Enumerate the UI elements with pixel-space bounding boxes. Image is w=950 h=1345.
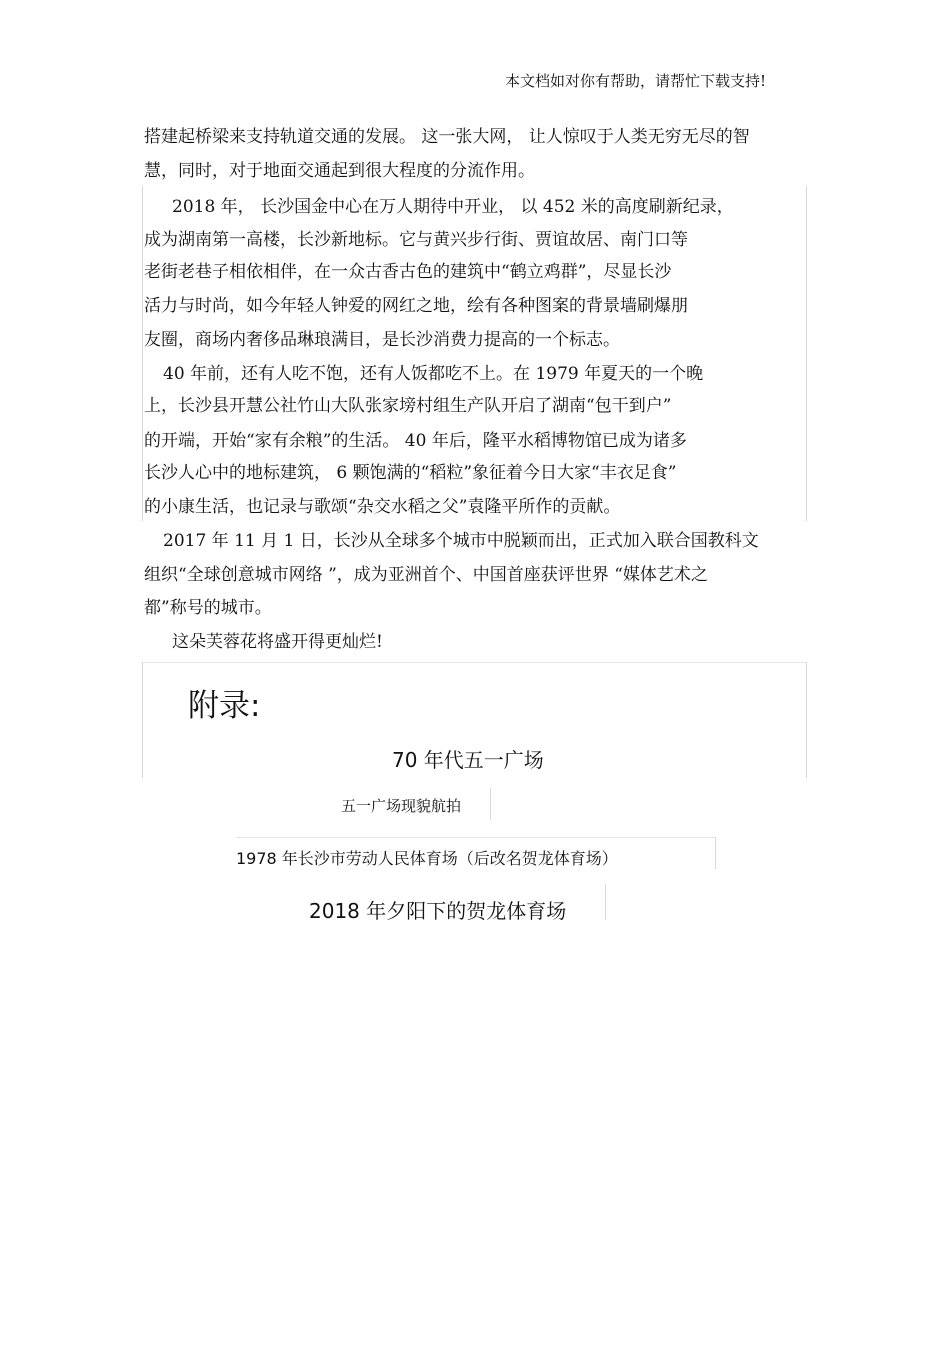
- body-line-14: 组织“全球创意城市网络 ”，成为亚洲首个、中国首座获评世界 “媒体艺术之: [144, 565, 708, 585]
- body-line-8: 40 年前，还有人吃不饱，还有人饭都吃不上。在 1979 年夏天的一个晚: [163, 364, 704, 384]
- body-line-2: 慧，同时，对于地面交通起到很大程度的分流作用。: [144, 161, 535, 181]
- appendix-frame-right: [806, 662, 807, 778]
- body-line-1: 搭建起桥梁来支持轨道交通的发展。 这一张大网， 让人惊叹于人类无穷无尽的智: [144, 127, 750, 147]
- body-line-7: 友圈，商场内奢侈品琳琅满目，是长沙消费力提高的一个标志。: [144, 330, 620, 350]
- appendix-frame-top: [142, 662, 807, 663]
- body-line-13: 2017 年 11 月 1 日，长沙从全球多个城市中脱颖而出，正式加入联合国教科文: [163, 531, 759, 551]
- body-line-12: 的小康生活，也记录与歌颂“杂交水稻之父”袁隆平所作的贡献。: [144, 497, 621, 517]
- caption-wuyi-square-aerial: 五一广场现貌航拍: [341, 797, 462, 815]
- image-placeholder-edge-1: [490, 788, 491, 820]
- body-line-5: 老街老巷子相依相伴，在一众古香古色的建筑中“鹤立鸡群”，尽显长沙: [144, 262, 672, 282]
- caption-1978-stadium: 1978 年长沙市劳动人民体育场（后改名贺龙体育场）: [236, 849, 618, 868]
- body-line-15: 都”称号的城市。: [144, 598, 272, 618]
- body-line-9: 上，长沙县开慧公社竹山大队张家塝村组生产队开启了湖南“包干到户”: [144, 396, 672, 416]
- appendix-title: 附录:: [188, 688, 261, 724]
- page-header-note: 本文档如对你有帮助，请帮忙下载支持!: [505, 72, 767, 90]
- image-placeholder-top-2: [236, 837, 716, 838]
- body-line-10: 的开端，开始“家有余粮”的生活。 40 年后，隆平水稻博物馆已成为诸多: [144, 431, 687, 451]
- body-line-16: 这朵芙蓉花将盛开得更灿烂!: [172, 632, 383, 652]
- body-line-4: 成为湖南第一高楼，长沙新地标。它与黄兴步行街、贾谊故居、南门口等: [144, 230, 688, 250]
- image-placeholder-edge-3: [605, 884, 606, 920]
- appendix-frame-left: [142, 662, 143, 778]
- box-border-left: [142, 186, 143, 521]
- body-line-6: 活力与时尚，如今年轻人钟爱的网红之地，绘有各种图案的背景墙刷爆朋: [144, 296, 688, 316]
- body-line-11: 长沙人心中的地标建筑， 6 颗饱满的“稻粒”象征着今日大家“丰衣足食”: [144, 463, 677, 483]
- box-border-right: [806, 186, 807, 521]
- caption-2018-helong-stadium: 2018 年夕阳下的贺龙体育场: [309, 899, 567, 923]
- body-line-3: 2018 年， 长沙国金中心在万人期待中开业， 以 452 米的高度刷新纪录，: [172, 197, 734, 217]
- caption-70s-wuyi-square: 70 年代五一广场: [392, 748, 544, 772]
- image-placeholder-edge-2: [715, 837, 716, 869]
